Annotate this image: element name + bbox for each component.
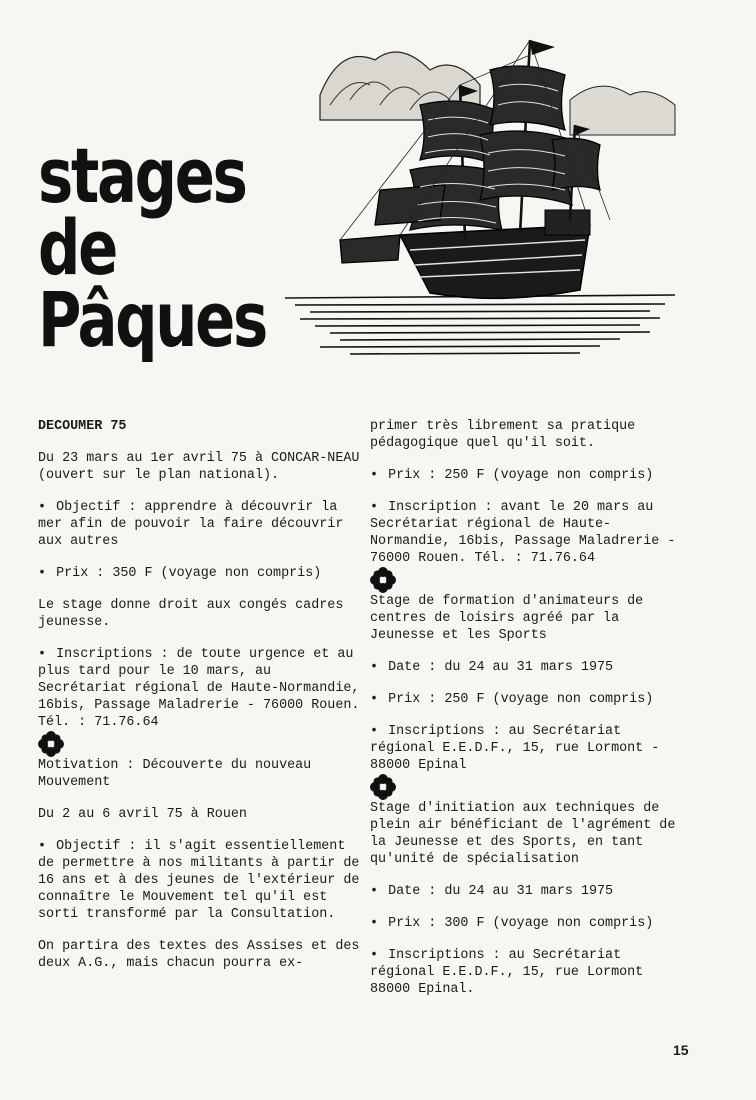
inscriptions-value: Inscriptions : de toute urgence et au plus tard pour le 10 mars, au Secrétariat régional de Haute-Normandie, 16bis, Passage Maladrerie - 76000 Rouen. Tél. : 71.76.64: [38, 647, 360, 730]
inscription1-text: [370, 499, 680, 567]
inscriptions2-text: [370, 723, 680, 774]
continuation-text: primer très librement sa pratique pédagogique quel qu'il soit.: [370, 419, 636, 451]
date2-text: [370, 659, 680, 676]
prix3-text: [370, 915, 680, 932]
prix3-value: Prix : 300 F (voyage non compris): [388, 916, 654, 931]
date3-text: [370, 883, 680, 900]
prix2-value: Prix : 250 F (voyage non compris): [388, 692, 654, 707]
page-number: 15: [673, 1042, 689, 1058]
bullet-icon: •: [370, 500, 379, 515]
bullet-icon: •: [370, 724, 379, 739]
bullet-icon: •: [38, 839, 47, 854]
flower-ornament-icon: [38, 731, 363, 757]
prix1-value: Prix : 250 F (voyage non compris): [388, 468, 654, 483]
inscriptions2-value: Inscriptions : au Secrétariat régional E.E.D.F., 15, rue Lormont - 88000 Epinal: [370, 724, 660, 773]
date3-value: Date : du 24 au 31 mars 1975: [388, 884, 614, 899]
title-line-1: stages: [38, 131, 246, 220]
prix1-text: [370, 467, 680, 484]
motivation-text: Motivation : Découverte du nouveau Mouvement: [38, 758, 312, 790]
stage3-text: Stage d'initiation aux techniques de plein air bénéficiant de l'agrément de la Jeunesse et des Sports, en tant qu'unité de spécialisation: [370, 801, 676, 867]
inscriptions-text: [38, 646, 363, 731]
title-line-3: Pâques: [38, 275, 266, 364]
objectif2-value: Objectif : il s'agit essentiellement de permettre à nos militants à partir de 16 ans et à des jeunes de l'extérieur de connaître le Mouvement tel qu'il est sorti transformé par la Consultation.: [38, 839, 360, 922]
bullet-icon: •: [370, 948, 379, 963]
right-column: [370, 418, 680, 1013]
bullet-icon: •: [38, 566, 47, 581]
prix-value: Prix : 350 F (voyage non compris): [56, 566, 322, 581]
prix-text: [38, 565, 363, 582]
title-line-2: de: [38, 203, 116, 292]
flower-ornament-icon: [370, 567, 680, 593]
objectif-value: Objectif : apprendre à découvrir la mer afin de pouvoir la faire découvrir aux autres: [38, 500, 344, 549]
bullet-icon: •: [370, 468, 379, 483]
bullet-icon: •: [370, 916, 379, 931]
bullet-icon: •: [370, 884, 379, 899]
objectif2-text: [38, 838, 363, 923]
bullet-icon: •: [370, 692, 379, 707]
dates-text: Du 23 mars au 1er avril 75 à CONCAR-NEAU (ouvert sur le plan national).: [38, 451, 360, 483]
stage2-text: Stage de formation d'animateurs de centres de loisirs agréé par la Jeunesse et les Sports: [370, 594, 644, 643]
conges-text: Le stage donne droit aux congés cadres jeunesse.: [38, 598, 344, 630]
bullet-icon: •: [38, 647, 47, 662]
bullet-icon: •: [38, 500, 47, 515]
prix2-text: [370, 691, 680, 708]
objectif-text: [38, 499, 363, 550]
flower-ornament-icon: [370, 774, 680, 800]
inscriptions3-value: Inscriptions : au Secrétariat régional E.E.D.F., 15, rue Lormont 88000 Epinal.: [370, 948, 644, 997]
inscription1-value: Inscription : avant le 20 mars au Secrétariat régional de Haute-Normandie, 16bis, Passage Maladrerie - 76000 Rouen. Tél. : 71.76.64: [370, 500, 676, 566]
sailing-ship-illustration: [280, 25, 680, 370]
inscriptions3-text: [370, 947, 680, 998]
bullet-icon: •: [370, 660, 379, 675]
section-heading: DECOUMER 75: [38, 419, 127, 434]
left-column: [38, 418, 363, 987]
page-title: [38, 131, 266, 364]
partira-text: On partira des textes des Assises et des deux A.G., mais chacun pourra ex-: [38, 939, 360, 971]
date2-value: Date : du 24 au 31 mars 1975: [388, 660, 614, 675]
dates2-text: Du 2 au 6 avril 75 à Rouen: [38, 807, 247, 822]
